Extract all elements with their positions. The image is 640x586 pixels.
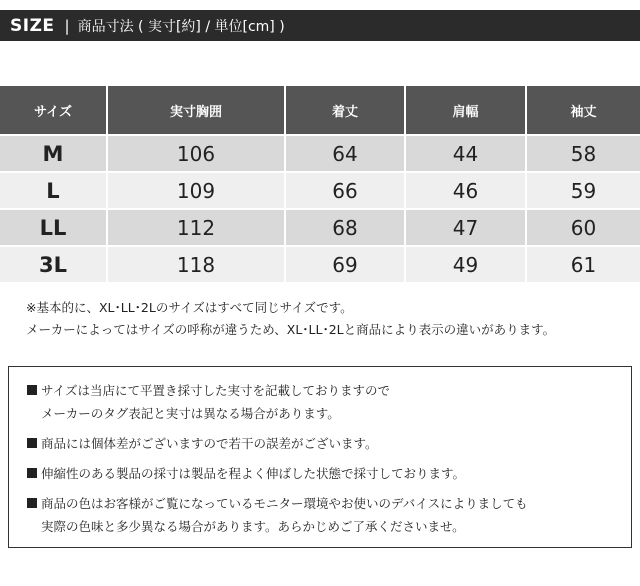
- length-cell: 64: [286, 134, 406, 171]
- info-text: 商品の色はお客様がご覧になっているモニター環境やお使いのデバイスによりましても: [41, 496, 528, 511]
- shoulder-cell: 49: [406, 245, 527, 282]
- info-text: 商品には個体差がございますので若干の誤差がございます。: [41, 436, 378, 451]
- chest-cell: 112: [108, 208, 286, 245]
- note-line: ※基本的に、XL･LL･2Lのサイズはすべて同じサイズです。: [26, 300, 353, 315]
- chest-cell: 106: [108, 134, 286, 171]
- info-box: [8, 366, 632, 548]
- square-bullet-icon: [27, 385, 37, 395]
- size-heading: SIZE: [10, 15, 55, 36]
- table-row: [0, 208, 640, 245]
- sleeve-cell: 59: [527, 171, 640, 208]
- sleeve-cell: 61: [527, 245, 640, 282]
- shoulder-cell: 47: [406, 208, 527, 245]
- info-item: [27, 432, 631, 455]
- size-cell: LL: [0, 208, 108, 245]
- column-header-length: 着丈: [286, 86, 406, 134]
- length-cell: 68: [286, 208, 406, 245]
- table-row: [0, 171, 640, 208]
- size-table: [0, 86, 640, 282]
- info-item: [27, 462, 631, 485]
- size-notes: [26, 297, 555, 341]
- chest-cell: 118: [108, 245, 286, 282]
- header-subtitle: 商品寸法 ( 実寸[約] / 単位[cm] ): [77, 18, 285, 35]
- table-row: [0, 245, 640, 282]
- square-bullet-icon: [27, 438, 37, 448]
- info-text: 実際の色味と多少異なる場合があります。あらかじめご了承くださいませ。: [41, 519, 465, 534]
- column-header-shoulder: 肩幅: [406, 86, 527, 134]
- info-item: [27, 379, 631, 425]
- note-line: メーカーによってはサイズの呼称が違うため、XL･LL･2Lと商品により表示の違いがあります。: [26, 322, 556, 337]
- sleeve-cell: 58: [527, 134, 640, 171]
- info-text: サイズは当店にて平置き採寸した実寸を記載しておりますので: [41, 383, 391, 398]
- table-header-row: [0, 86, 640, 134]
- size-cell: 3L: [0, 245, 108, 282]
- table-row: [0, 134, 640, 171]
- shoulder-cell: 44: [406, 134, 527, 171]
- header-separator: |: [64, 16, 70, 35]
- column-header-chest: 実寸胸囲: [108, 86, 286, 134]
- info-item: [27, 492, 631, 538]
- info-text: メーカーのタグ表記と実寸は異なる場合があります。: [41, 406, 340, 421]
- shoulder-cell: 46: [406, 171, 527, 208]
- length-cell: 66: [286, 171, 406, 208]
- info-text: 伸縮性のある製品の採寸は製品を程よく伸ばした状態で採寸しております。: [41, 466, 466, 481]
- square-bullet-icon: [27, 498, 37, 508]
- size-cell: L: [0, 171, 108, 208]
- column-header-sleeve: 袖丈: [527, 86, 640, 134]
- size-cell: M: [0, 134, 108, 171]
- length-cell: 69: [286, 245, 406, 282]
- square-bullet-icon: [27, 468, 37, 478]
- section-header: [0, 10, 640, 41]
- column-header-size: サイズ: [0, 86, 108, 134]
- sleeve-cell: 60: [527, 208, 640, 245]
- chest-cell: 109: [108, 171, 286, 208]
